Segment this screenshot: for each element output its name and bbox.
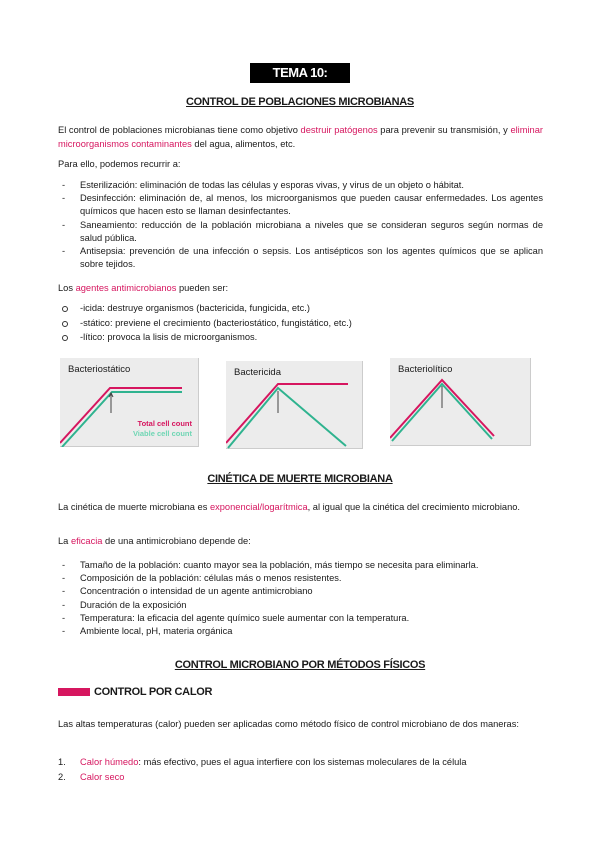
text: La bbox=[58, 536, 71, 546]
highlight: exponencial/logarítmica bbox=[209, 502, 308, 512]
highlight: agentes antimicrobianos bbox=[75, 283, 177, 293]
factors-list bbox=[80, 559, 543, 638]
item-label: Calor seco bbox=[80, 771, 125, 782]
agents-intro bbox=[58, 282, 543, 296]
item-text: : más efectivo, pues el agua interfiere con los sistemas moleculares de la célula bbox=[138, 757, 467, 767]
list-item: - Tamaño de la población: cuanto mayor sea la población, más tiempo se necesita para eliminarla. bbox=[80, 559, 543, 572]
item-number: 1. bbox=[58, 757, 66, 767]
methods-list bbox=[80, 179, 543, 271]
list-item: - Antisepsia: prevención de una infección o sepsis. Los antisépticos son los agentes químicos que se aplican sobre tejidos. bbox=[80, 245, 543, 271]
list-item: -icida: destruye organismos (bactericida, fungicida, etc.) bbox=[80, 301, 540, 316]
text: , al igual que la cinética del crecimiento microbiano. bbox=[307, 502, 520, 512]
page-title: TEMA 10: CONTROL bbox=[250, 63, 350, 83]
text: pueden ser: bbox=[176, 283, 229, 293]
subheading-text: CONTROL POR CALOR bbox=[94, 686, 213, 698]
text: del agua, alimentos, etc. bbox=[191, 138, 296, 149]
heat-list bbox=[58, 755, 550, 784]
total-line bbox=[226, 384, 348, 443]
highlight: eliminar microorganismos contaminantes bbox=[58, 125, 543, 149]
intro-paragraph bbox=[58, 124, 543, 151]
list-item: - Concentración o intensidad de un agente antimicrobiano bbox=[80, 585, 543, 598]
list-item: - Ambiente local, pH, materia orgánica bbox=[80, 625, 543, 638]
section-heading: CINÉTICA DE MUERTE MICROBIANA bbox=[207, 473, 393, 485]
list-item: - Desinfección: eliminación de, al menos, los microorganismos que pueden causar enfermedades. Los agentes químicos que hacen esto se llaman desinfectantes. bbox=[80, 192, 543, 218]
list-item: - Saneamiento: reducción de la población microbiana a niveles que se consideran seguros según normas de salud pública. bbox=[80, 219, 543, 245]
item-label: Calor húmedo bbox=[80, 757, 139, 767]
lead-text: Para ello, podemos recurrir a: bbox=[58, 159, 181, 169]
heat-paragraph: Las altas temperaturas (calor) pueden ser aplicadas como método físico de control microbiano de dos maneras: bbox=[58, 719, 519, 729]
chart-bacteriostatic bbox=[60, 358, 199, 447]
list-item bbox=[58, 770, 550, 785]
list-item: - Duración de la exposición bbox=[80, 599, 543, 612]
list-item bbox=[58, 755, 550, 770]
chart-bacteriolytic bbox=[390, 358, 531, 446]
list-item: - Esterilización: eliminación de todas las células y esporas vivas, y virus de un objeto o hábitat. bbox=[80, 179, 543, 192]
accent-bar bbox=[58, 688, 90, 696]
list-item: - Temperatura: la eficacia del agente químico suele aumentar con la temperatura. bbox=[80, 612, 543, 625]
efficacy-lead bbox=[58, 535, 543, 549]
agents-list bbox=[80, 301, 540, 345]
list-item: - Composición de la población: células más o menos resistentes. bbox=[80, 572, 543, 585]
chart-title: Bacteriostático bbox=[68, 364, 131, 375]
subheading bbox=[58, 686, 212, 698]
section-heading: CONTROL MICROBIANO POR MÉTODOS FÍSICOS bbox=[174, 659, 426, 671]
list-item: -lítico: provoca la lisis de microorganismos. bbox=[80, 330, 540, 345]
text: Los bbox=[58, 283, 76, 293]
list-item: -stático: previene el crecimiento (bacteriostático, fungistático, etc.) bbox=[80, 316, 540, 331]
text: para prevenir su transmisión, y bbox=[377, 125, 511, 135]
text: de una antimicrobiano depende de: bbox=[102, 536, 251, 546]
legend-total: Total cell count bbox=[137, 419, 192, 428]
text: La cinética de muerte microbiana es bbox=[58, 502, 210, 512]
text: El control de poblaciones microbianas tiene como objetivo bbox=[58, 125, 301, 135]
highlight: destruir patógenos bbox=[300, 125, 378, 135]
section-heading: CONTROL DE POBLACIONES MICROBIANAS bbox=[186, 96, 414, 108]
legend-viable: Viable cell count bbox=[132, 429, 192, 438]
chart-bactericidal bbox=[226, 361, 363, 449]
viable-line bbox=[228, 388, 346, 448]
kinetics-paragraph bbox=[58, 501, 543, 515]
highlight: eficacia bbox=[70, 536, 103, 546]
item-number: 2. bbox=[58, 771, 66, 782]
chart-title: Bacteriolítico bbox=[398, 364, 453, 375]
chart-title: Bactericida bbox=[234, 367, 281, 378]
